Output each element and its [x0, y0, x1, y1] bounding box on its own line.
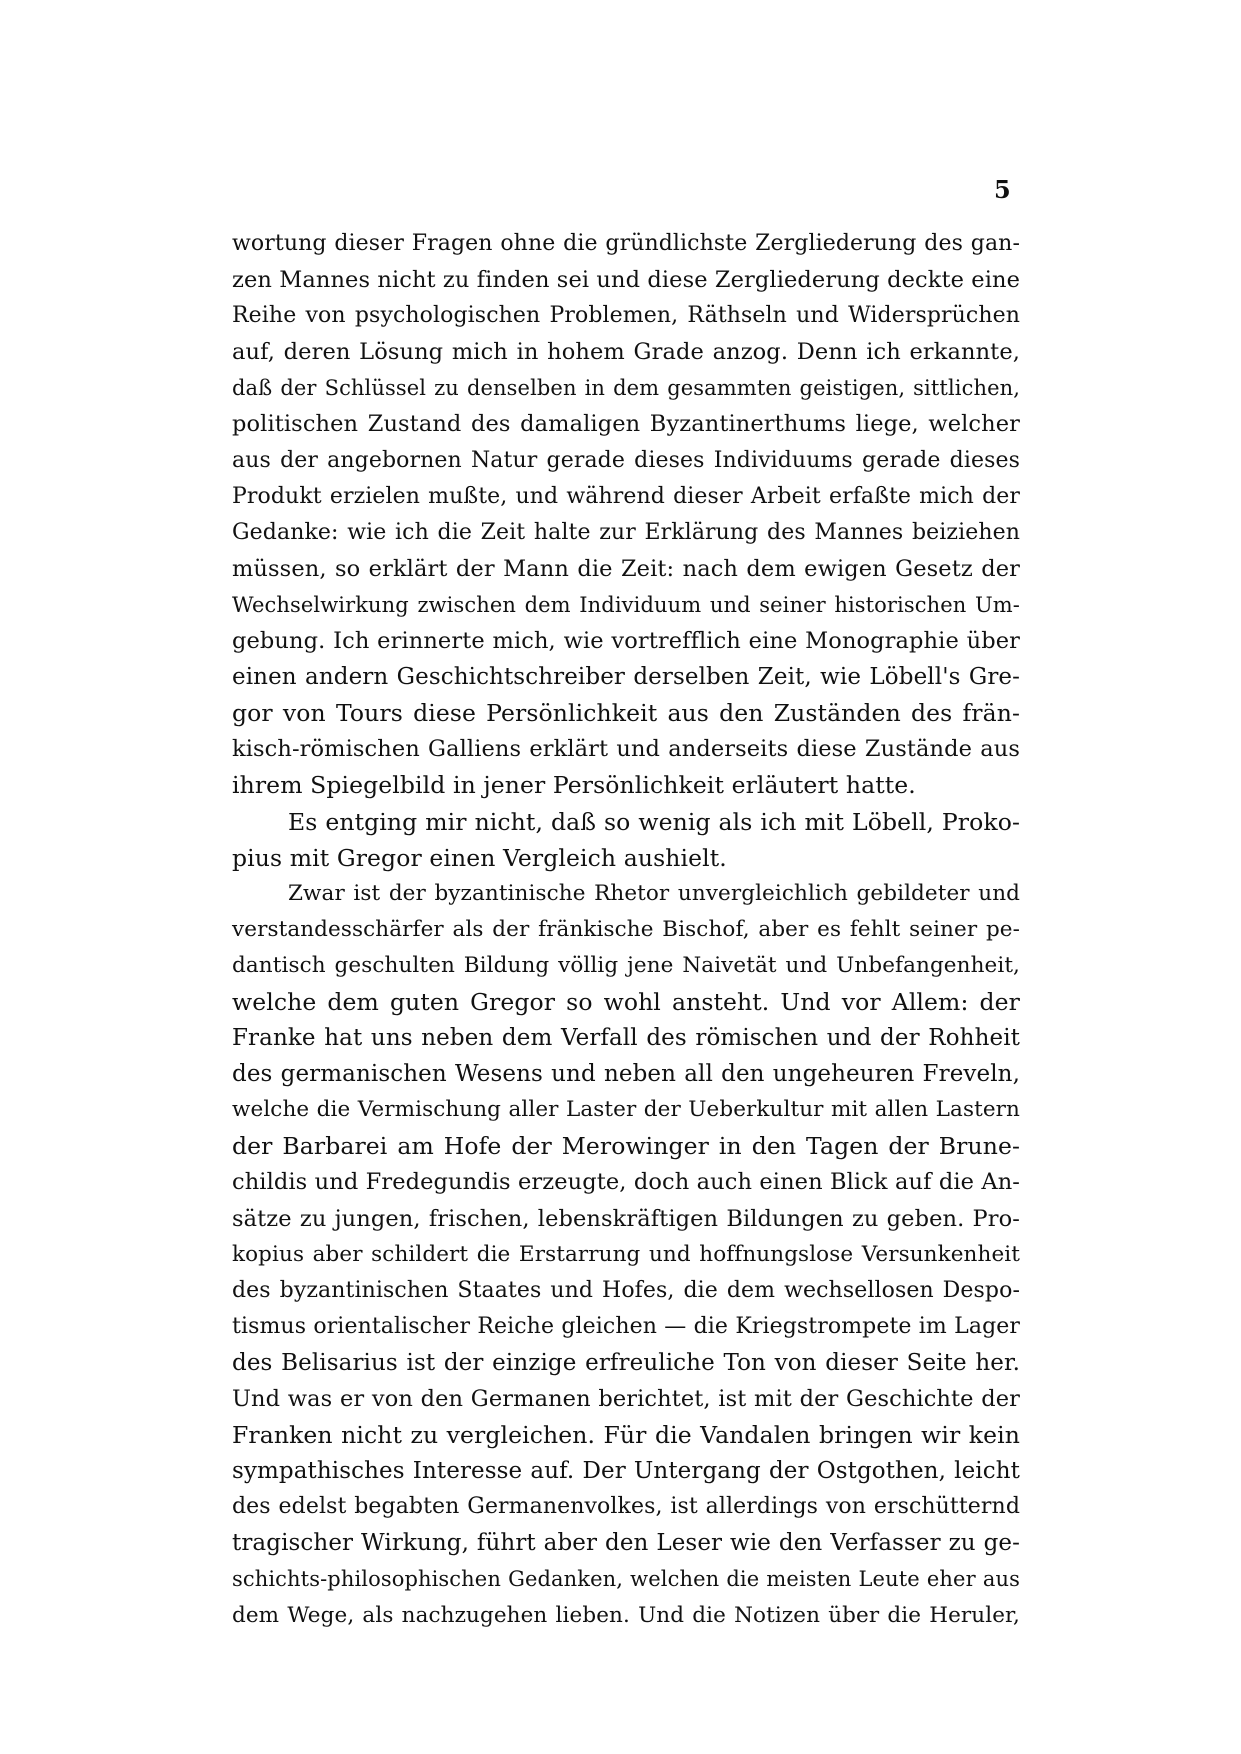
- text-line: schichts-philosophischen Gedanken, welchen die meisten Leute eher aus: [232, 1567, 1020, 1592]
- text-line: pius mit Gregor einen Vergleich aushielt.: [232, 843, 727, 872]
- text-line: sätze zu jungen, frischen, lebenskräftigen Bildungen zu geben. Pro-: [232, 1205, 1020, 1232]
- text-line: kisch-römischen Galliens erklärt und anderseits diese Zustände aus: [232, 736, 1020, 763]
- text-line: aus der angebornen Natur gerade dieses Individuums gerade dieses: [232, 447, 1020, 473]
- text-line: wortung dieser Fragen ohne die gründlichste Zergliederung des gan-: [232, 231, 1020, 256]
- text-line: Zwar ist der byzantinische Rhetor unvergleichlich gebildeter und: [288, 880, 1020, 906]
- text-line: dem Wege, als nachzugehen lieben. Und die Notizen über die Heruler,: [232, 1602, 1020, 1628]
- text-line: Franken nicht zu vergleichen. Für die Vandalen bringen wir kein: [232, 1421, 1020, 1450]
- text-line: Und was er von den Germanen berichtet, ist mit der Geschichte der: [232, 1386, 1020, 1412]
- text-line: gebung. Ich erinnerte mich, wie vortrefflich eine Monographie über: [232, 628, 1020, 655]
- text-line: dantisch geschulten Bildung völlig jene Naivetät und Unbefangenheit,: [232, 952, 1020, 978]
- text-line: einen andern Geschichtschreiber derselben Zeit, wie Löbell's Gre-: [232, 664, 1020, 691]
- text-line: Produkt erzielen mußte, und während dieser Arbeit erfaßte mich der: [232, 483, 1020, 509]
- text-line: zen Mannes nicht zu finden sei und diese Zergliederung deckte eine: [232, 267, 1020, 294]
- text-line: welche die Vermischung aller Laster der Ueberkultur mit allen Lastern: [232, 1097, 1020, 1123]
- text-line: welche dem guten Gregor so wohl ansteht. Und vor Allem: der: [232, 987, 1020, 1016]
- text-line: sympathisches Interesse auf. Der Untergang der Ostgothen, leicht: [232, 1458, 1020, 1485]
- text-line: daß der Schlüssel zu denselben in dem gesammten geistigen, sittlichen,: [232, 376, 1020, 401]
- text-line: des Belisarius ist der einzige erfreuliche Ton von dieser Seite her.: [232, 1349, 1020, 1376]
- text-line: der Barbarei am Hofe der Merowinger in den Tagen der Brune-: [232, 1132, 1020, 1161]
- text-line: des edelst begabten Germanenvolkes, ist allerdings von erschütternd: [232, 1494, 1020, 1520]
- text-line: Franke hat uns neben dem Verfall des römischen und der Rohheit: [232, 1025, 1020, 1052]
- text-line: kopius aber schildert die Erstarrung und hoffnungslose Versunkenheit: [232, 1241, 1020, 1267]
- body-text: [232, 226, 1020, 1634]
- text-line: childis und Fredegundis erzeugte, doch auch einen Blick auf die An-: [232, 1169, 1020, 1196]
- text-line: ihrem Spiegelbild in jener Persönlichkeit erläutert hatte.: [232, 771, 916, 800]
- text-line: tragischer Wirkung, führt aber den Leser wie den Verfasser zu ge-: [232, 1530, 1020, 1557]
- text-line: Gedanke: wie ich die Zeit halte zur Erklärung des Mannes beiziehen: [232, 519, 1020, 545]
- text-line: tismus orientalischer Reiche gleichen — die Kriegstrompete im Lager: [232, 1313, 1020, 1339]
- text-line: müssen, so erklärt der Mann die Zeit: nach dem ewigen Gesetz der: [232, 555, 1020, 582]
- text-line: gor von Tours diese Persönlichkeit aus den Zuständen des frän-: [232, 699, 1020, 728]
- page-number: 5: [994, 175, 1011, 204]
- text-line: verstandesschärfer als der fränkische Bischof, aber es fehlt seiner pe-: [232, 916, 1020, 942]
- text-line: auf, deren Lösung mich in hohem Grade anzog. Denn ich erkannte,: [232, 339, 1020, 366]
- text-line: Reihe von psychologischen Problemen, Räthseln und Widersprüchen: [232, 303, 1020, 329]
- text-line: politischen Zustand des damaligen Byzantinerthums liege, welcher: [232, 411, 1020, 438]
- text-line: des byzantinischen Staates und Hofes, die dem wechsellosen Despo-: [232, 1277, 1020, 1303]
- text-line: Es entging mir nicht, daß so wenig als ich mit Löbell, Proko-: [288, 807, 1020, 836]
- text-line: Wechselwirkung zwischen dem Individuum und seiner historischen Um-: [232, 592, 1020, 617]
- text-line: des germanischen Wesens und neben all den ungeheuren Freveln,: [232, 1061, 1020, 1088]
